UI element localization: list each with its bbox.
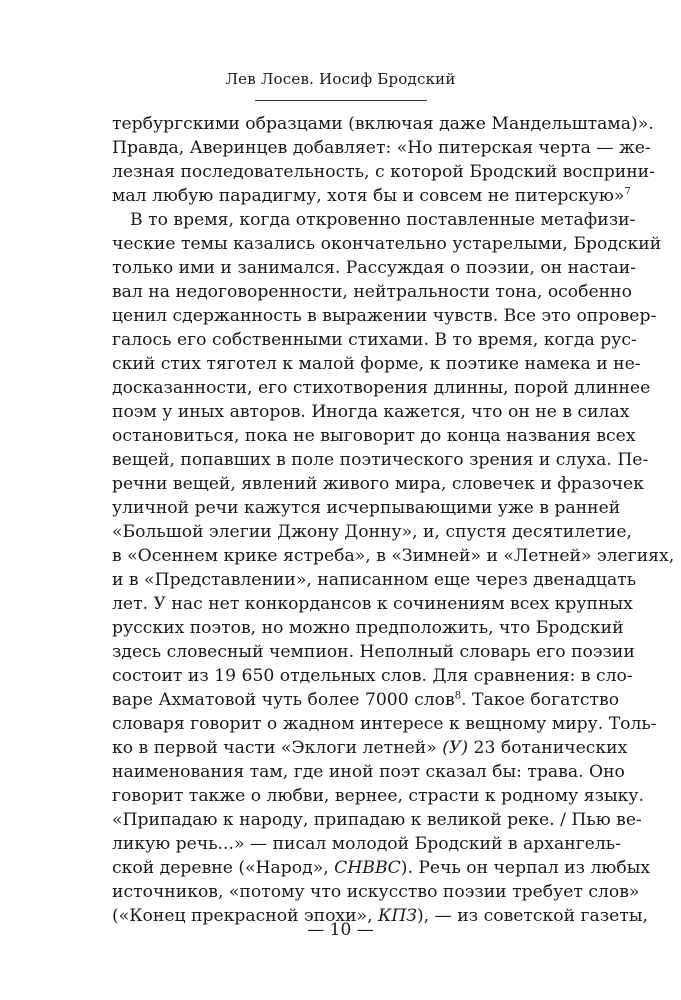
footnote-ref: 7 [624, 186, 631, 198]
text-line: тербургскими образцами (включая даже Мандельштама)». [112, 114, 654, 134]
text-line: вещей, попавших в поле поэтического зрения и слуха. Пе- [112, 450, 649, 470]
text-line-content: («Конец прекрасной эпохи», [112, 906, 373, 926]
text-line: наименования там, где иной поэт сказал бы: трава. Оно [112, 762, 625, 782]
text-line: «Большой элегии Джону Донну», и, спустя десятилетие, [112, 522, 632, 542]
body-text [112, 112, 675, 928]
text-line: только ими и занимался. Рассуждая о поэзии, он настаи- [112, 258, 637, 278]
text-line: речни вещей, явлений живого мира, словечек и фразочек [112, 474, 644, 494]
running-title: Лев Лосев. Иосиф Бродский [225, 70, 456, 88]
text-line-content: ской деревне («Народ», [112, 858, 329, 878]
italic-abbrev: СНВВС [334, 858, 401, 878]
text-line-content: . Такое богатство [461, 690, 620, 710]
text-line: ческие темы казались окончательно устарелыми, Бродский [112, 234, 662, 254]
text-line-content: ), — из советской газеты, [417, 906, 649, 926]
italic-abbrev: КПЗ [378, 906, 418, 926]
footnote-ref: 8 [454, 690, 462, 702]
text-line-content: 23 ботанических [468, 738, 628, 758]
text-line-content: мал любую парадигму, хотя бы и совсем не питерскую» [112, 186, 625, 206]
text-line [112, 184, 631, 208]
text-line [112, 688, 620, 712]
page-number: — 10 — [307, 920, 374, 940]
text-line: Правда, Аверинцев добавляет: «Но питерская черта — же- [112, 138, 651, 158]
header-rule [255, 100, 427, 101]
text-line: состоит из 19 650 отдельных слов. Для сравнения: в сло- [112, 666, 633, 686]
text-line: русских поэтов, но можно предположить, что Бродский [112, 618, 624, 638]
text-line: вал на недоговоренности, нейтральности тона, особенно [112, 282, 632, 302]
text-line: источников, «потому что искусство поэзии требует слов» [112, 882, 640, 902]
text-line: «Припадаю к народу, припадаю к великой реке. / Пью ве- [112, 810, 642, 830]
text-line: уличной речи кажутся исчерпывающими уже в ранней [112, 498, 621, 518]
text-line: досказанности, его стихотворения длинны, порой длиннее [112, 378, 651, 398]
text-line: остановиться, пока не выговорит до конца названия всех [112, 426, 636, 446]
text-line: ценил сдержанность в выражении чувств. Все это опровер- [112, 306, 657, 326]
text-line: галось его собственными стихами. В то время, когда рус- [112, 330, 637, 350]
text-line [112, 856, 651, 880]
text-line-content: ко в первой части «Эклоги летней» [112, 738, 437, 758]
text-line: здесь словесный чемпион. Неполный словарь его поэзии [112, 642, 635, 662]
text-line: словаря говорит о жадном интересе к вещному миру. Толь- [112, 714, 657, 734]
text-line-content: варе Ахматовой чуть более 7000 слов [112, 690, 455, 710]
text-line: говорит также о любви, вернее, страсти к родному языку. [112, 786, 644, 806]
text-line: лет. У нас нет конкордансов к сочинениям всех крупных [112, 594, 633, 614]
text-line: в «Осеннем крике ястреба», в «Зимней» и «Летней» элегиях, [112, 546, 675, 566]
italic-abbrev: (У) [442, 738, 469, 758]
text-line-content: ). Речь он черпал из любых [400, 858, 651, 878]
paragraph-start-line: В то время, когда откровенно поставленные метафизи- [130, 210, 636, 230]
text-line: лезная последовательность, с которой Бродский восприни- [112, 162, 655, 182]
text-line: и в «Представлении», написанном еще через двенадцать [112, 570, 637, 590]
text-line: ский стих тяготел к малой форме, к поэтике намека и не- [112, 354, 641, 374]
text-line: ликую речь...» — писал молодой Бродский в архангель- [112, 834, 621, 854]
text-line: поэм у иных авторов. Иногда кажется, что он не в силах [112, 402, 630, 422]
text-line [112, 736, 628, 760]
